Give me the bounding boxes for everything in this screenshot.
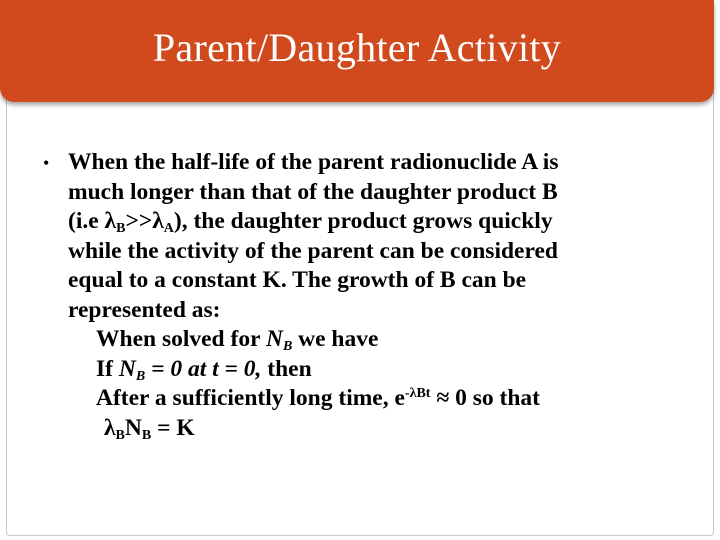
body-line-6: represented as:	[68, 296, 221, 323]
bullet-icon: •	[43, 153, 50, 173]
body-line-8: If $N_B = 0$ at t = 0, then	[96, 355, 312, 384]
slide-title: Parent/Daughter Activity	[152, 24, 562, 70]
body-line-10: $\lambda_BN_B = K$	[104, 414, 195, 443]
body-line-3: (i.e $\lambda_B>>\lambda_A$), the daughter product grows quickly	[68, 208, 553, 236]
body-line-2: much longer than that of the daughter product B	[68, 178, 558, 205]
body-line-7: When solved for $N_B$ we have	[96, 326, 379, 354]
bullet-paragraph	[43, 148, 678, 325]
body-line-4: while the activity of the parent can be considered	[68, 237, 558, 264]
slide-body	[43, 148, 678, 443]
body-line-1: When the half-life of the parent radionuclide A is	[68, 149, 559, 175]
title-bar	[0, 0, 714, 102]
body-line-5: equal to a constant K. The growth of B can be	[68, 267, 527, 293]
body-line-9: After a sufficiently long time, $e^{-\lambda Bt} \approx 0$ so that	[96, 385, 540, 411]
